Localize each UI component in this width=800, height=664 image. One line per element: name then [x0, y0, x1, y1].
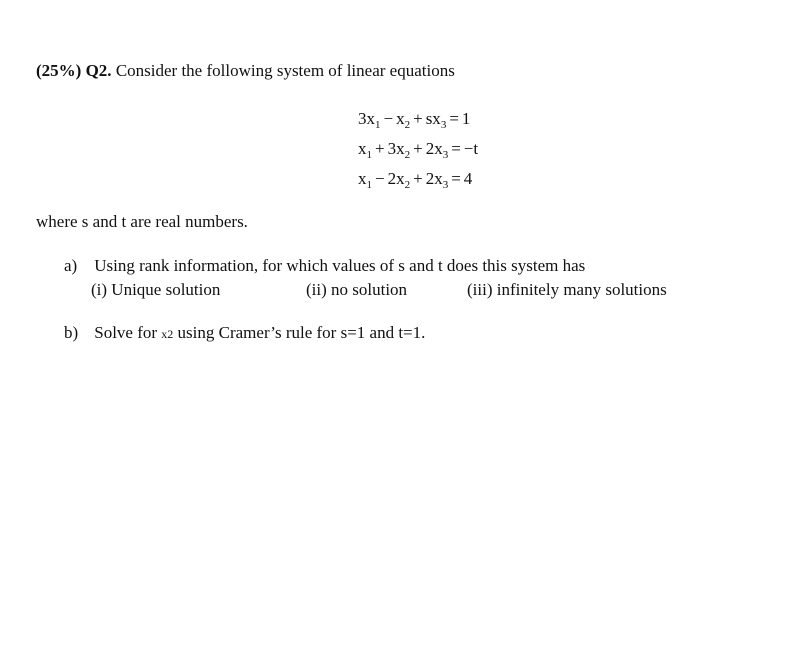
part-b-variable: x2 — [161, 327, 174, 341]
option-infinite-solutions: (iii) infinitely many solutions — [467, 280, 667, 299]
equation-row — [358, 164, 478, 194]
where-statement: where s and t are real numbers. — [36, 212, 248, 231]
equation-subscript: 1 — [366, 149, 372, 161]
question-header — [36, 61, 455, 81]
equation-operator: + — [413, 109, 423, 128]
equation-operator: = — [449, 109, 459, 128]
part-a-label: a) — [64, 256, 78, 275]
equation-subscript: 3 — [442, 149, 449, 161]
equation-row — [358, 104, 478, 134]
equation-subscript: 3 — [440, 119, 447, 131]
equation-subscript: 3 — [442, 179, 449, 191]
equation-term: −t — [463, 139, 479, 158]
equation-operator: + — [413, 169, 423, 188]
equation-term: 2x — [387, 169, 405, 188]
equation-term: 2x — [425, 139, 443, 158]
equation-operator: − — [383, 109, 394, 128]
option-no-solution: (ii) no solution — [306, 280, 408, 299]
equation-operator: + — [413, 139, 423, 158]
equation-subscript: 2 — [404, 149, 411, 161]
question-intro: Consider the following system of linear equations — [115, 61, 455, 80]
part-b-label: b) — [64, 323, 79, 342]
equation-subscript: 2 — [404, 119, 411, 131]
equation-operator: + — [375, 139, 385, 158]
question-number: Q2. — [85, 61, 112, 80]
part-a-text: Using rank information, for which values of s and t does this system has — [94, 256, 586, 275]
equation-subscript: 1 — [366, 179, 372, 191]
part-b-text-after: using Cramer’s rule for s=1 and t=1. — [177, 323, 426, 342]
equation-term: 4 — [463, 169, 473, 188]
question-marks: (25%) — [36, 61, 82, 80]
option-unique-solution: (i) Unique solution — [91, 280, 221, 299]
equation-row — [358, 134, 478, 164]
part-a — [64, 256, 585, 276]
equation-term: x — [396, 109, 405, 128]
equation-operator: − — [375, 169, 385, 188]
equation-term: 3x — [358, 109, 375, 128]
equation-subscript: 1 — [375, 119, 381, 131]
equation-subscript: 2 — [404, 179, 411, 191]
equation-operator: = — [451, 139, 461, 158]
part-b — [64, 323, 425, 343]
equation-term: 1 — [461, 109, 471, 128]
part-b-text-before: Solve for — [94, 323, 158, 342]
equation-term: sx — [425, 109, 441, 128]
equation-term: x — [358, 139, 367, 158]
equation-term: 2x — [425, 169, 443, 188]
equation-operator: = — [451, 169, 461, 188]
equation-term: x — [358, 169, 367, 188]
equation-system — [358, 104, 478, 194]
equation-term: 3x — [387, 139, 405, 158]
